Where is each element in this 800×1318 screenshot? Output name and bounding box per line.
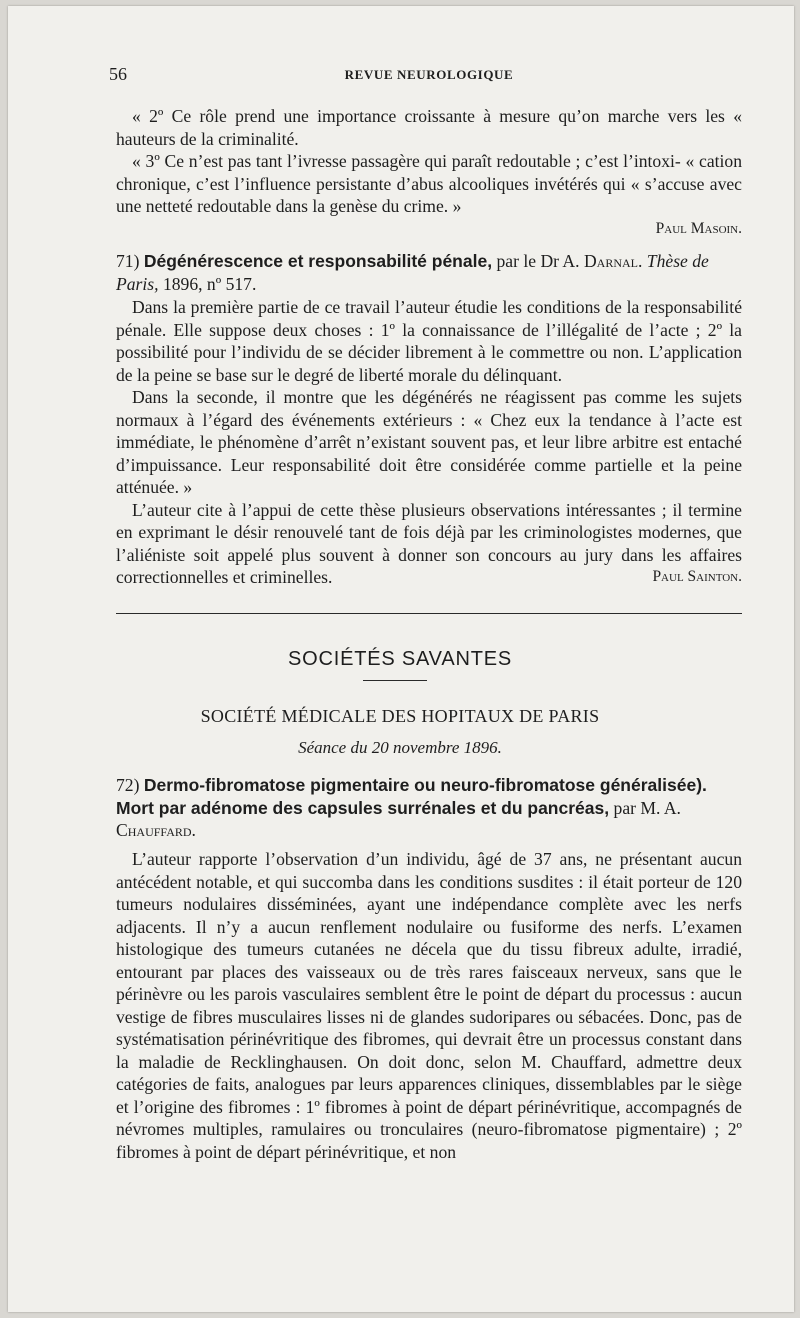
article-72-heading bbox=[116, 774, 742, 842]
quote-line: « 3º Ce n’est pas tant l’ivresse passagère qui paraît redoutable ; c’est l’intoxi- « cation chronique, c’est l’influence persistante d’abus alcooliques invétérés qui « s’accuse avec une netteté redoutable dans la genèse du crime. » bbox=[116, 151, 742, 216]
paragraph-text: L’auteur cite à l’appui de cette thèse plusieurs observations intéressantes ; il termine en exprimant le désir renouvelé tant de fois déjà par les criminologistes modernes, que l’aliéniste soit appelé plus souvent à donner son concours au jury dans les affaires correctionnelles et criminelles. bbox=[116, 499, 742, 587]
article-71-body bbox=[116, 296, 742, 589]
seance-date: Séance du 20 novembre 1896. bbox=[298, 738, 502, 757]
section-divider bbox=[116, 613, 742, 614]
author: Darnal. bbox=[583, 251, 643, 271]
signature: Paul Masoin. bbox=[655, 219, 742, 237]
page-number: 56 bbox=[109, 64, 127, 84]
author: Chauffard. bbox=[116, 820, 196, 840]
quote-line: « 2º Ce rôle prend une importance croissante à mesure qu’on marche vers les « hauteurs de la criminalité. bbox=[116, 106, 742, 149]
source: Thèse de Paris, bbox=[116, 251, 709, 294]
byline: par le Dr A. bbox=[496, 251, 580, 271]
article-71-heading bbox=[116, 250, 742, 295]
article-title-a: Dermo-fibromatose pigmentaire ou neuro-fibromatose généralisée). bbox=[143, 775, 707, 795]
page-header bbox=[109, 64, 749, 92]
article-title-b: Mort par adénome des capsules surrénales et du pancréas, bbox=[116, 797, 610, 818]
paragraph: Dans la première partie de ce travail l’auteur étudie les conditions de la responsabilité pénale. Elle suppose deux choses : 1º la connaissance de l’illégalité de l’acte ; 2º la possibilité pour l’individu de se décider librement à le commettre ou non. L’application de la peine se base sur le degré de liberté morale du délinquant. bbox=[116, 297, 742, 385]
article-number: 72) bbox=[116, 775, 140, 795]
paragraph: Dans la seconde, il montre que les dégénérés ne réagissent pas comme les sujets normaux à l’égard des événements extérieurs : « Chez eux la tendance à l’acte est immédiate, le phénomène d’arrêt n’existant souvent pas, et leur libre arbitre est entaché d’impuissance. Leur responsabilité doit être considérée comme partielle et la peine atténuée. » bbox=[116, 387, 742, 497]
article-72-body bbox=[116, 848, 742, 1163]
article-title: Dégénérescence et responsabilité pénale, bbox=[143, 251, 493, 271]
section-underline bbox=[363, 680, 427, 681]
reference: 1896, nº 517. bbox=[162, 273, 257, 294]
paragraph: L’auteur rapporte l’observation d’un individu, âgé de 37 ans, ne présentant aucun antécédent notable, et qui succomba dans les conditions susdites : il était porteur de 120 tumeurs nodulaires disséminées, ayant une indépendance complète avec les nerfs adjacents. Il n’y a aucun renflement nodulaire ou fusiforme des nerfs. L’examen histologique des tumeurs cutanées ne décela que du tissu fibreux adulte, irradié, entourant par places des vaisseaux ou de très rares faisceaux nerveux, sans que le périnèvre ou les parois vasculaires semblent être le point de départ du processus : aucun vestige de fibres musculaires lisses ni de glandes sudoripares ou sébacées. Donc, pas de systématisation périnévritique des fibromes, qui devrait être un processus constant dans la maladie de Recklinghausen. On doit donc, selon M. Chauffard, admettre deux catégories de faits, analogues par leurs apparences cliniques, dissemblables par le siège et l’origine des fibromes : 1º fibromes à point de départ périnévritique, accompagnés de névromes multiples, ramulaires ou tronculaires (neuro-fibromatose pigmentaire) ; 2º fibromes à point de départ périnévritique, et non bbox=[116, 849, 742, 1162]
society-title: SOCIÉTÉ MÉDICALE DES HOPITAUX DE PARIS bbox=[200, 706, 600, 726]
quote-block bbox=[116, 105, 742, 240]
signature: Paul Sainton. bbox=[652, 568, 742, 585]
paragraph-last bbox=[116, 499, 742, 589]
running-title: REVUE NEUROLOGIQUE bbox=[344, 67, 514, 82]
section-title: SOCIÉTÉS SAVANTES bbox=[287, 648, 513, 670]
article-number: 71) bbox=[116, 251, 140, 271]
byline: par M. A. bbox=[613, 797, 681, 818]
